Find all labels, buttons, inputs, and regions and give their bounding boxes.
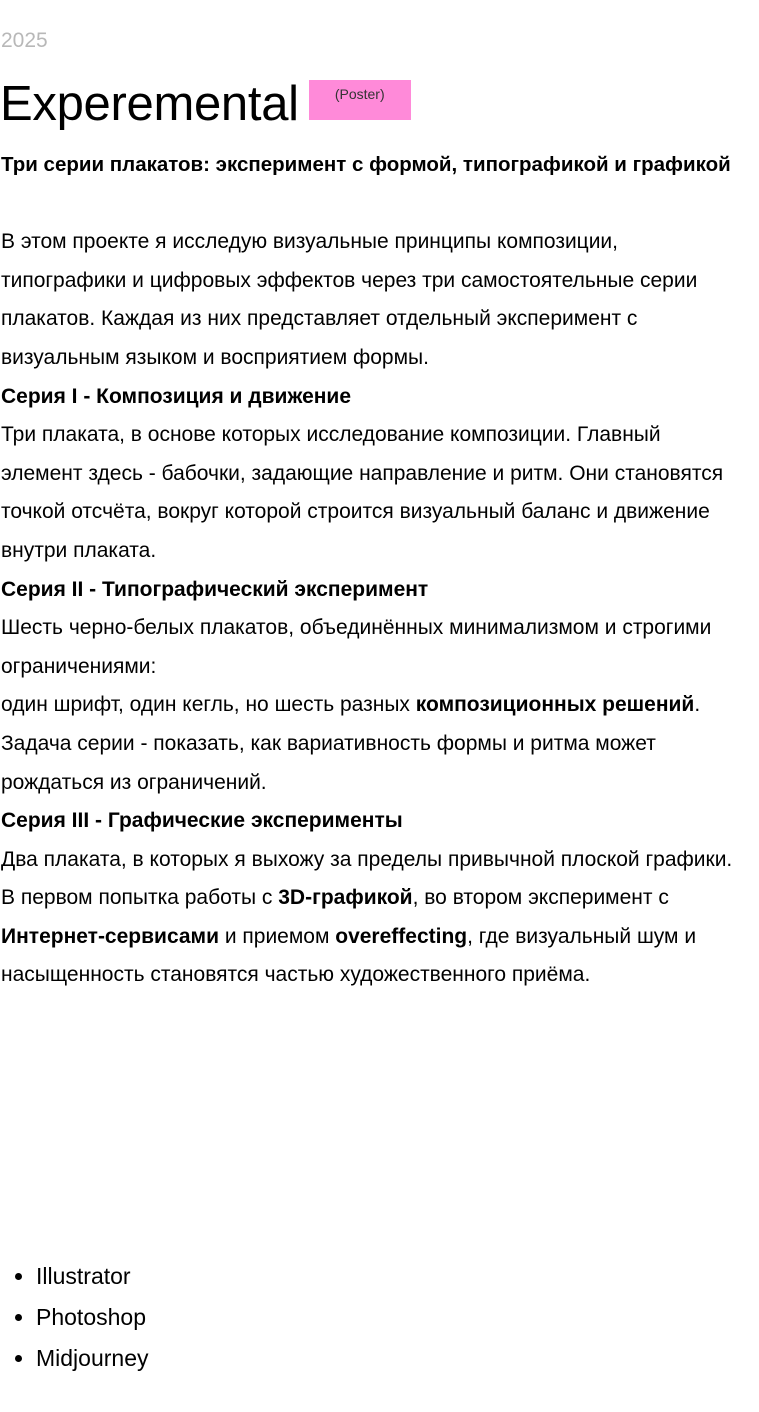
series-3-text-2 bbox=[1, 879, 741, 995]
series-3-text-c: , во втором эксперимент с bbox=[412, 886, 669, 910]
project-year: 2025 bbox=[1, 29, 48, 52]
project-description bbox=[1, 146, 741, 995]
series-2-text-1: Шесть черно-белых плакатов, объединённых минимализмом и строгими ограничениями: bbox=[1, 616, 712, 678]
series-3-text-3d: 3D-графикой bbox=[278, 886, 413, 910]
series-1-heading: Серия I - Композиция и движение bbox=[1, 384, 352, 408]
tool-item: • Photoshop bbox=[36, 1297, 149, 1338]
series-3-text-g: , где визуальный шум и насыщенность становятся частью художественного приёма. bbox=[1, 924, 697, 987]
series-2-text-2-pre: один шрифт, один кегль, но шесть разных bbox=[1, 693, 416, 717]
project-title: Experemental bbox=[0, 77, 299, 131]
series-2-text-2 bbox=[1, 686, 741, 725]
series-3-heading: Серия III - Графические эксперименты bbox=[1, 809, 403, 833]
intro-paragraph: В этом проекте я исследую визуальные принципы композиции, типографики и цифровых эффектов через три самостоятельные серии плакатов. Каждая из них представляет отдельный эксперимент с визуальным языком и восприятием формы. bbox=[1, 230, 698, 369]
spacer bbox=[1, 185, 741, 224]
tools-list bbox=[0, 1256, 149, 1379]
series-3-text-a: В первом попытка работы с bbox=[1, 886, 279, 910]
series-3-text-1: Два плаката, в которых я выхожу за пределы привычной плоской графики. bbox=[1, 847, 733, 871]
series-3-text-e: и приемом bbox=[219, 924, 336, 948]
series-2-text-3: Задача серии - показать, как вариативность формы и ритма может рождаться из ограничений. bbox=[1, 731, 656, 794]
series-3-text-overeffecting: overeffecting bbox=[335, 924, 468, 948]
project-subtitle: Три серии плакатов: эксперимент с формой, типографикой и графикой bbox=[1, 153, 731, 176]
series-2-text-2-bold: композиционных решений bbox=[415, 693, 695, 717]
series-1-text: Три плаката, в основе которых исследование композиции. Главный элемент здесь - бабочки, задающие направление и ритм. Они становятся точкой отсчёта, вокруг которой строится визуальный баланс и движение внутри плаката. bbox=[1, 423, 724, 562]
series-3-text-internet: Интернет-сервисами bbox=[1, 924, 219, 948]
title-row bbox=[0, 74, 411, 134]
series-2-text-2-post: . bbox=[694, 693, 701, 717]
category-tag: (Poster) bbox=[309, 80, 411, 120]
series-2-heading: Серия II - Типографический эксперимент bbox=[1, 577, 429, 601]
tool-item: • Illustrator bbox=[36, 1256, 149, 1297]
tool-item: • Midjourney bbox=[36, 1338, 149, 1379]
